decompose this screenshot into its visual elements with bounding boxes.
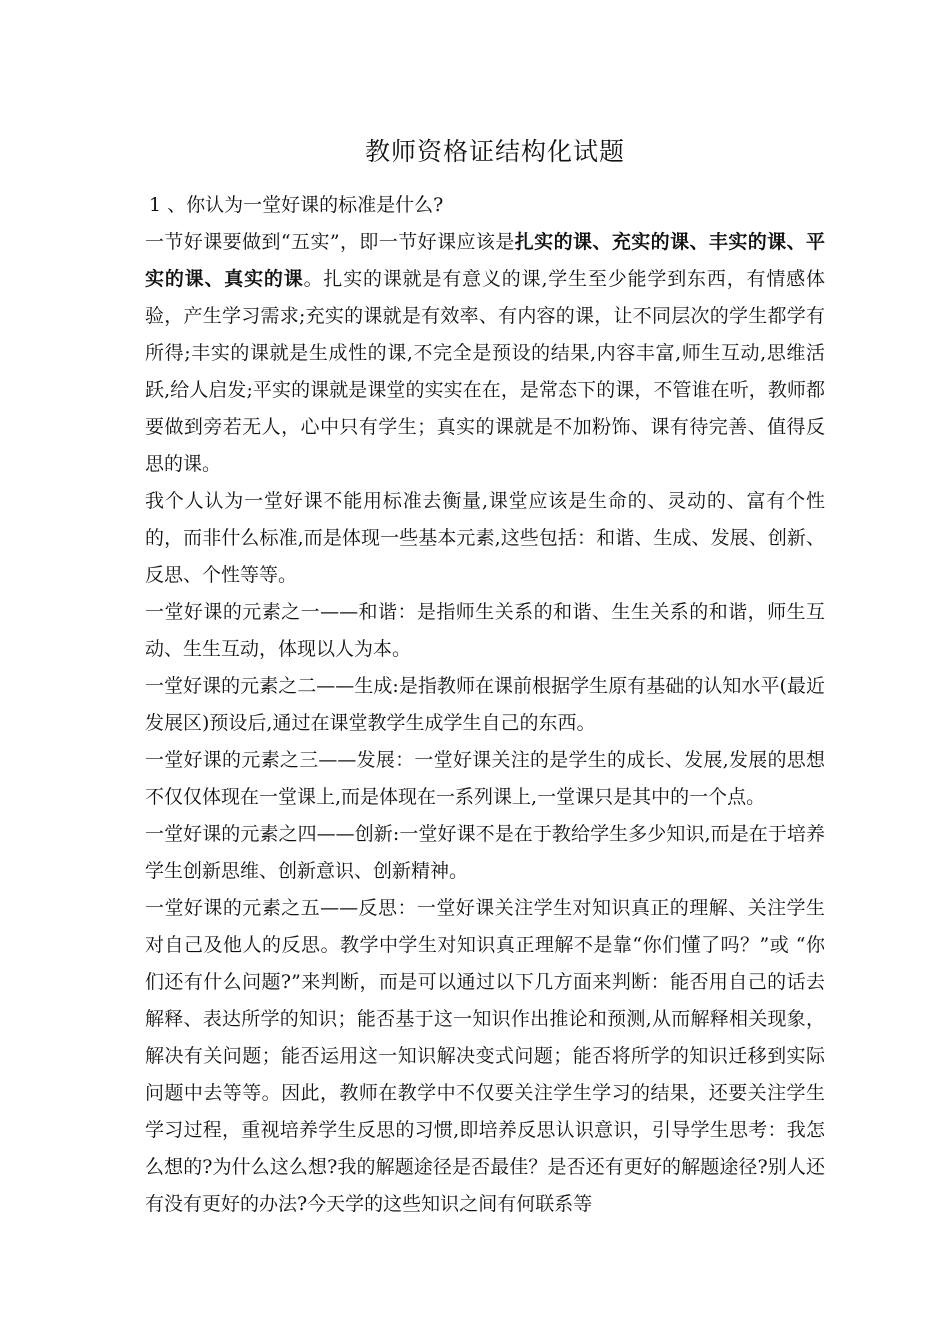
paragraph-prefix: 一节好课要做到“五实”，即一节好课应该是 — [145, 231, 515, 253]
paragraph-element-reflection: 一堂好课的元素之五——反思：一堂好课关注学生对知识真正的理解、关注学生对自己及他人的反思。教学中学生对知识真正理解不是靠“你们懂了吗？”或 “你们还有什么问题?”来判断，而是可以通过以下几方面来判断：能否用自己的话去解释、表达所学的知识；能否基于这一知识作出推论和预测,从而解释相关现象，解决有关问题；能否运用这一知识解决变式问题；能否将所学的知识迁移到实际问题中去等等。因此，教师在教学中不仅要关注学生学习的结果，还要关注学生学习过程，重视培养学生反思的习惯,即培养反思认识意识，引导学生思考：我怎么想的?为什么这么想?我的解题途径是否最佳？是否还有更好的解题途径?别人还有没有更好的办法?今天学的这些知识之间有何联系等 — [145, 897, 825, 1215]
document-title: 教师资格证结构化试题 — [364, 137, 625, 166]
bold-emphasis: 扎实的课、充实的课、丰实的课、平实的课、真实的课 — [145, 231, 825, 290]
paragraph-element-innovation: 一堂好课的元素之四——创新:一堂好课不是在于教给学生多少知识,而是在于培养学生创新思维、创新意识、创新精神。 — [145, 823, 825, 882]
document-body — [145, 187, 825, 1223]
paragraph-rest: 。扎实的课就是有意义的课,学生至少能学到东西，有情感体验，产生学习需求;充实的课就是有效率、有内容的课，让不同层次的学生都学有所得;丰实的课就是生成性的课,不完全是预设的结果,内容丰富,师生互动,思维活跃,给人启发;平实的课就是课堂的实实在在，是常态下的课，不管谁在听，教师都要做到旁若无人，心中只有学生；真实的课就是不加粉饰、课有待完善、值得反思的课。 — [145, 268, 825, 475]
paragraph-five-standards — [145, 224, 825, 483]
question-heading: 1 、你认为一堂好课的标准是什么? — [149, 194, 444, 216]
paragraph-element-generation: 一堂好课的元素之二——生成:是指教师在课前根据学生原有基础的认知水平(最近发展区)预设后,通过在课堂教学生成学生自己的东西。 — [145, 675, 825, 734]
paragraph-personal-view: 我个人认为一堂好课不能用标准去衡量,课堂应该是生命的、灵动的、富有个性的，而非什么标准,而是体现一些基本元素,这些包括：和谐、生成、发展、创新、反思、个性等等。 — [145, 490, 825, 586]
paragraph-element-harmony: 一堂好课的元素之一——和谐：是指师生关系的和谐、生生关系的和谐，师生互动、生生互动，体现以人为本。 — [145, 601, 825, 660]
paragraph-element-development: 一堂好课的元素之三——发展：一堂好课关注的是学生的成长、发展,发展的思想不仅仅体现在一堂课上,而是体现在一系列课上,一堂课只是其中的一个点。 — [145, 749, 825, 808]
